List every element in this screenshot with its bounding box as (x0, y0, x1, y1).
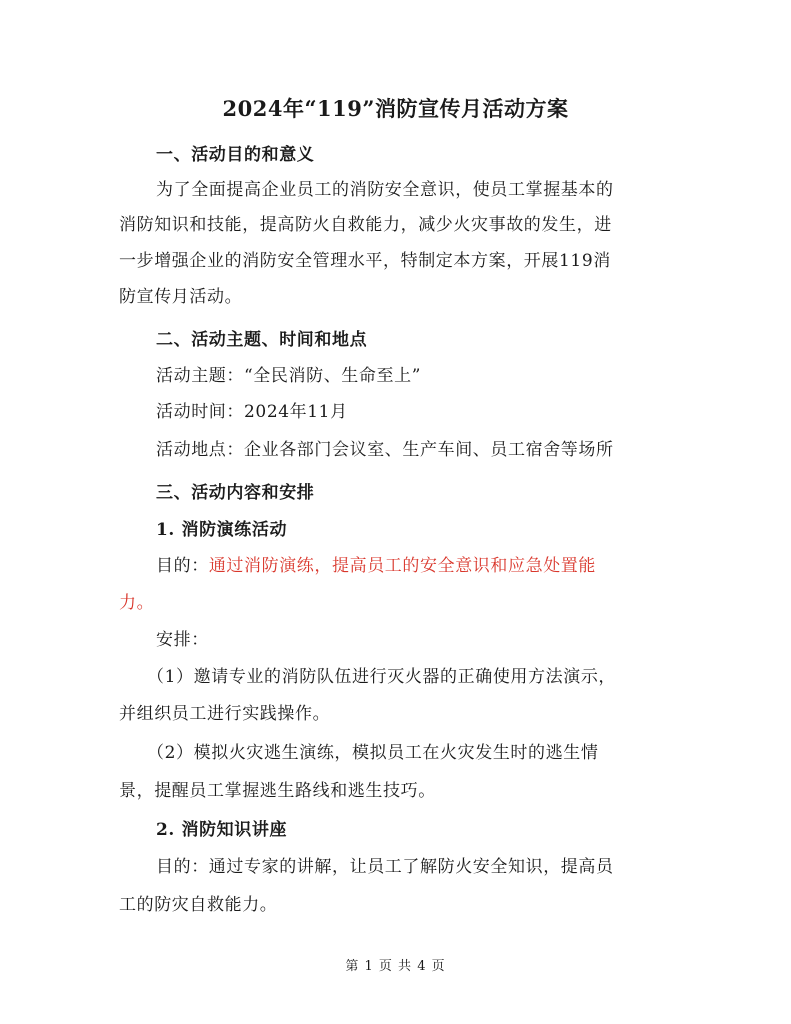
section1-para-line: 为了全面提高企业员工的消防安全意识，使员工掌握基本的 (156, 180, 614, 200)
arrangement-label: 安排： (156, 630, 209, 650)
place-line: 活动地点：企业各部门会议室、生产车间、员工宿舍等场所 (156, 440, 614, 460)
item2-purpose-line: 目的：通过专家的讲解，让员工了解防火安全知识，提高员 (156, 857, 614, 877)
arrangement-item-line: （2）模拟火灾逃生演练，模拟员工在火灾发生时的逃生情 (147, 743, 599, 763)
section2-heading: 二、活动主题、时间和地点 (156, 330, 368, 350)
item1-heading: 1. 消防演练活动 (156, 520, 288, 540)
item2-heading: 2. 消防知识讲座 (156, 820, 288, 840)
theme-line: 活动主题：“全民消防、生命至上” (156, 366, 421, 386)
document-title: 2024年“119”消防宣传月活动方案 (222, 96, 569, 121)
time-line: 活动时间：2024年11月 (156, 402, 348, 422)
section1-para-line: 防宣传月活动。 (119, 287, 243, 307)
section3-heading: 三、活动内容和安排 (156, 483, 315, 503)
arrangement-item-line: 并组织员工进行实践操作。 (119, 704, 331, 724)
item2-purpose-line: 工的防灾自救能力。 (119, 895, 278, 915)
purpose-highlight-text: 力。 (119, 593, 155, 613)
section1-para-line: 消防知识和技能，提高防火自救能力，减少火灾事故的发生，进 (119, 215, 612, 235)
item1-purpose-line (156, 554, 596, 578)
purpose-highlight-text: 通过消防演练，提高员工的安全意识和应急处置能 (208, 556, 597, 576)
arrangement-item-line: 景，提醒员工掌握逃生路线和逃生技巧。 (119, 781, 436, 801)
section1-heading: 一、活动目的和意义 (156, 145, 315, 165)
purpose-label: 目的： (156, 556, 209, 576)
section1-para-line: 一步增强企业的消防安全管理水平，特制定本方案，开展119消 (119, 251, 611, 271)
arrangement-item-line: （1）邀请专业的消防队伍进行灭火器的正确使用方法演示， (147, 667, 617, 687)
page-footer: 第 1 页 共 4 页 (345, 959, 446, 974)
